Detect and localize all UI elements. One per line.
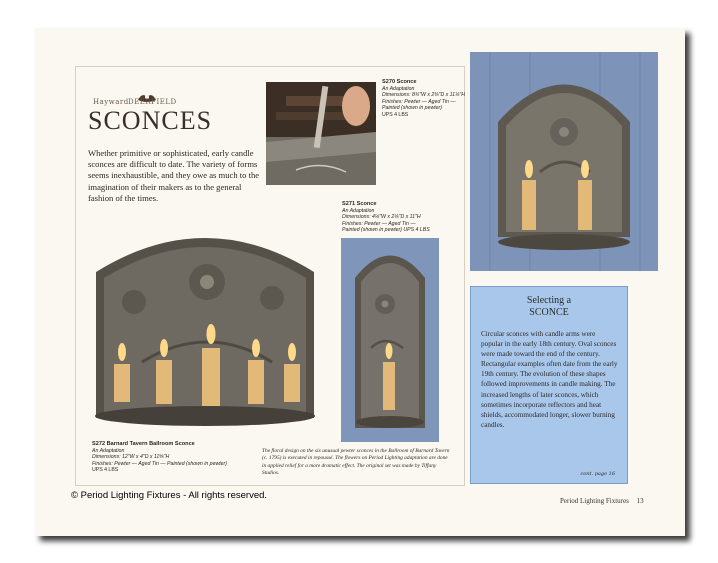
s271-dimensions: Dimensions: 4⅛"W x 2⅛"D x 11"H bbox=[342, 214, 421, 221]
s270-dimensions: Dimensions: 8¾"W x 2⅜"D x 11⅛"H bbox=[382, 92, 465, 99]
s271-adaptation: An Adaptation bbox=[342, 207, 375, 214]
s271-sconce-photo bbox=[341, 238, 439, 442]
s271-title: S271 Sconce bbox=[342, 201, 377, 207]
s270-title: S270 Sconce bbox=[382, 79, 417, 85]
sidebar-title-line2: SCONCE bbox=[529, 307, 569, 318]
s271-caption bbox=[342, 201, 452, 234]
s272-title: S272 Barnard Tavern Ballroom Sconce bbox=[92, 441, 195, 447]
brand-header bbox=[88, 92, 213, 135]
s272-dimensions: Dimensions: 12"W x 4"D x 11⅝"H bbox=[92, 454, 170, 461]
page-title: SCONCES bbox=[88, 106, 213, 135]
selecting-sconce-sidebar bbox=[470, 286, 628, 484]
s270-adaptation: An Adaptation bbox=[382, 85, 415, 92]
folio bbox=[560, 497, 644, 505]
s272-caption bbox=[92, 441, 252, 474]
s272-finishes: Finishes: Pewter — Aged Tin — Painted (shown in pewter) bbox=[92, 460, 227, 467]
floral-caption: The floral design on the six unusual pewter sconces in the Ballroom of Barnard Tavern (c. 1795) is executed in repoussé. The flowers on Period Lighting adaptation are done in applied relief for a more dramatic effect. The original set was made by Tiffany Studios. bbox=[262, 448, 450, 477]
sidebar-title bbox=[471, 295, 627, 319]
s271-finishes: Finishes: Pewter — Aged Tin — bbox=[342, 220, 416, 227]
intro-paragraph: Whether primitive or sophisticated, early candle sconces are difficult to date. The variety of forms seems inexhaustible, and they owe as much to the imagination of their makers as to the general fashion of the times. bbox=[88, 148, 260, 203]
craftsman-photo bbox=[266, 82, 376, 185]
s270-caption bbox=[382, 79, 468, 119]
folio-label: Period Lighting Fixtures bbox=[560, 497, 629, 505]
s270-sconce-photo bbox=[470, 52, 658, 271]
s272-adaptation: An Adaptation bbox=[92, 447, 125, 454]
s272-sconce-photo bbox=[92, 222, 318, 438]
brand-line2: DEERFIELD bbox=[128, 98, 177, 106]
copyright-notice: © Period Lighting Fixtures - All rights reserved. bbox=[71, 490, 268, 501]
page-number: 13 bbox=[636, 497, 644, 505]
brand-line1: Hayward bbox=[93, 98, 129, 106]
s270-finishes: Finishes: Pewter — Aged Tin — Painted (shown in pewter) bbox=[382, 98, 456, 112]
s270-ups: UPS 4 LBS bbox=[382, 111, 409, 118]
sidebar-continued: cont. page 16 bbox=[580, 471, 615, 477]
s271-finishes-2: Painted (shown in pewter) UPS 4 LBS bbox=[342, 227, 430, 234]
sidebar-body: Circular sconces with candle arms were popular in the early 18th century. Oval sconces were made toward the end of the century. Rectangular examples often date from the early 19th century. The evolution of these shapes followed improvements in candle making. The increased lengths of later sconces, which sometimes incorporate reflectors and heat shields, accommodated longer, slower burning candles. bbox=[481, 330, 618, 429]
sidebar-title-line1: Selecting a bbox=[526, 295, 572, 306]
s272-ups: UPS 4 LBS bbox=[92, 467, 119, 474]
